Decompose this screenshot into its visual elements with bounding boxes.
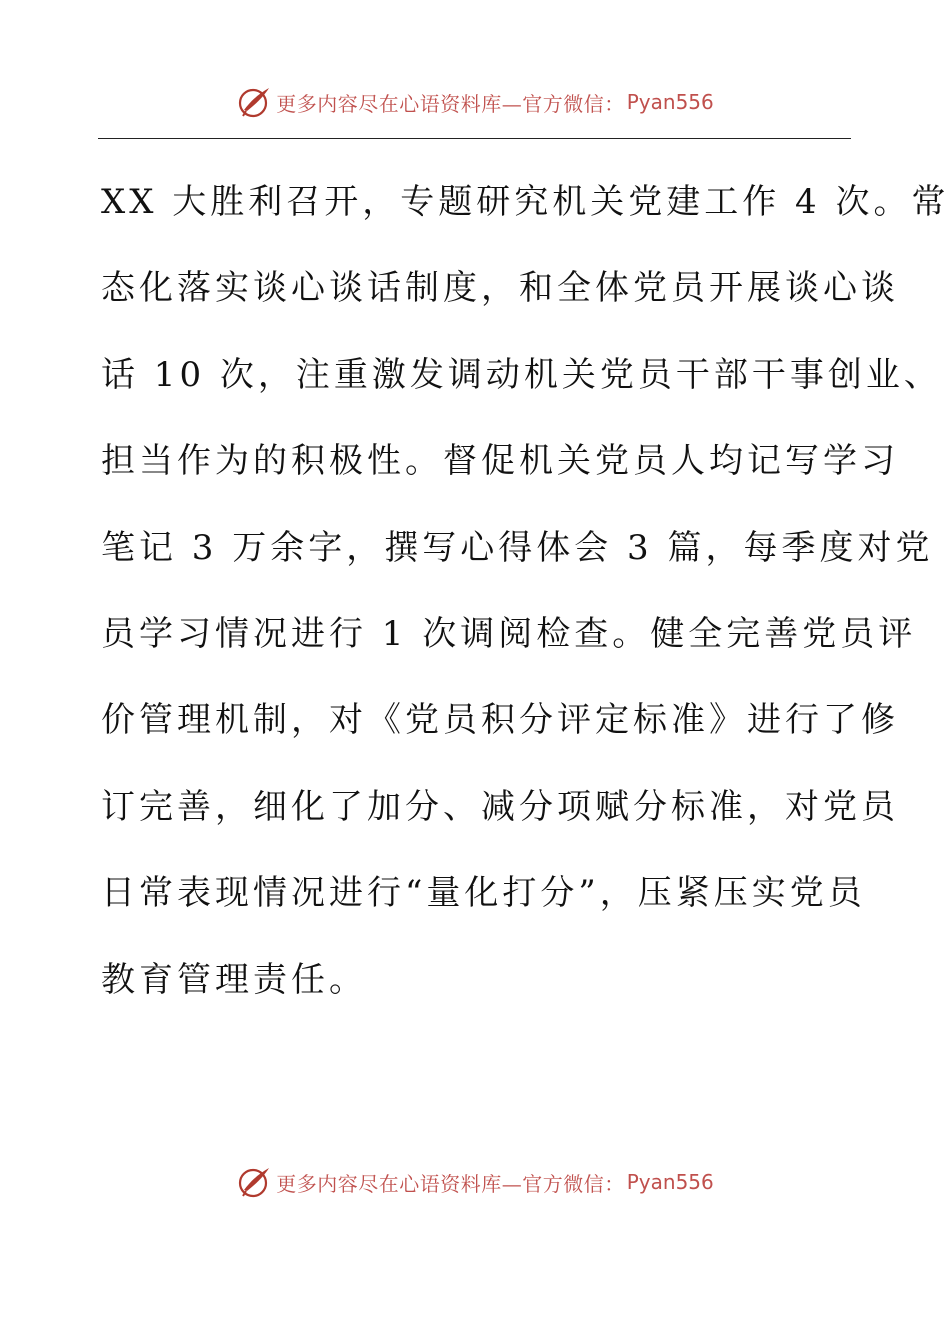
header-wechat-id: Pyan556 <box>626 90 714 114</box>
body-line: 笔记 3 万余字，撰写心得体会 3 篇，每季度对党 <box>101 527 934 568</box>
header-divider <box>98 138 851 139</box>
body-line: 担当作为的积极性。督促机关党员人均记写学习 <box>101 441 899 482</box>
body-line: 态化落实谈心谈话制度，和全体党员开展谈心谈 <box>101 268 899 309</box>
body-line: 教育管理责任。 <box>101 959 367 1000</box>
body-line: 订完善，细化了加分、减分项赋分标准，对党员 <box>101 786 899 827</box>
header-banner <box>0 82 950 122</box>
footer-wechat-id: Pyan556 <box>626 1170 714 1194</box>
quill-pen-logo-icon <box>236 84 272 120</box>
footer-banner <box>0 1162 950 1202</box>
footer-text: 更多内容尽在心语资料库—官方微信： <box>276 1171 625 1196</box>
body-line: 价管理机制，对《党员积分评定标准》进行了修 <box>101 700 899 741</box>
body-line: XX 大胜利召开，专题研究机关党建工作 4 次。常 <box>101 182 950 222</box>
body-line: 话 10 次，注重激发调动机关党员干部干事创业、 <box>101 354 942 395</box>
header-text: 更多内容尽在心语资料库—官方微信： <box>276 91 625 116</box>
body-line: 日常表现情况进行“量化打分”，压紧压实党员 <box>101 873 866 914</box>
document-body <box>101 166 950 1030</box>
body-line: 员学习情况进行 1 次调阅检查。健全完善党员评 <box>101 613 917 654</box>
quill-pen-logo-icon <box>236 1164 272 1200</box>
